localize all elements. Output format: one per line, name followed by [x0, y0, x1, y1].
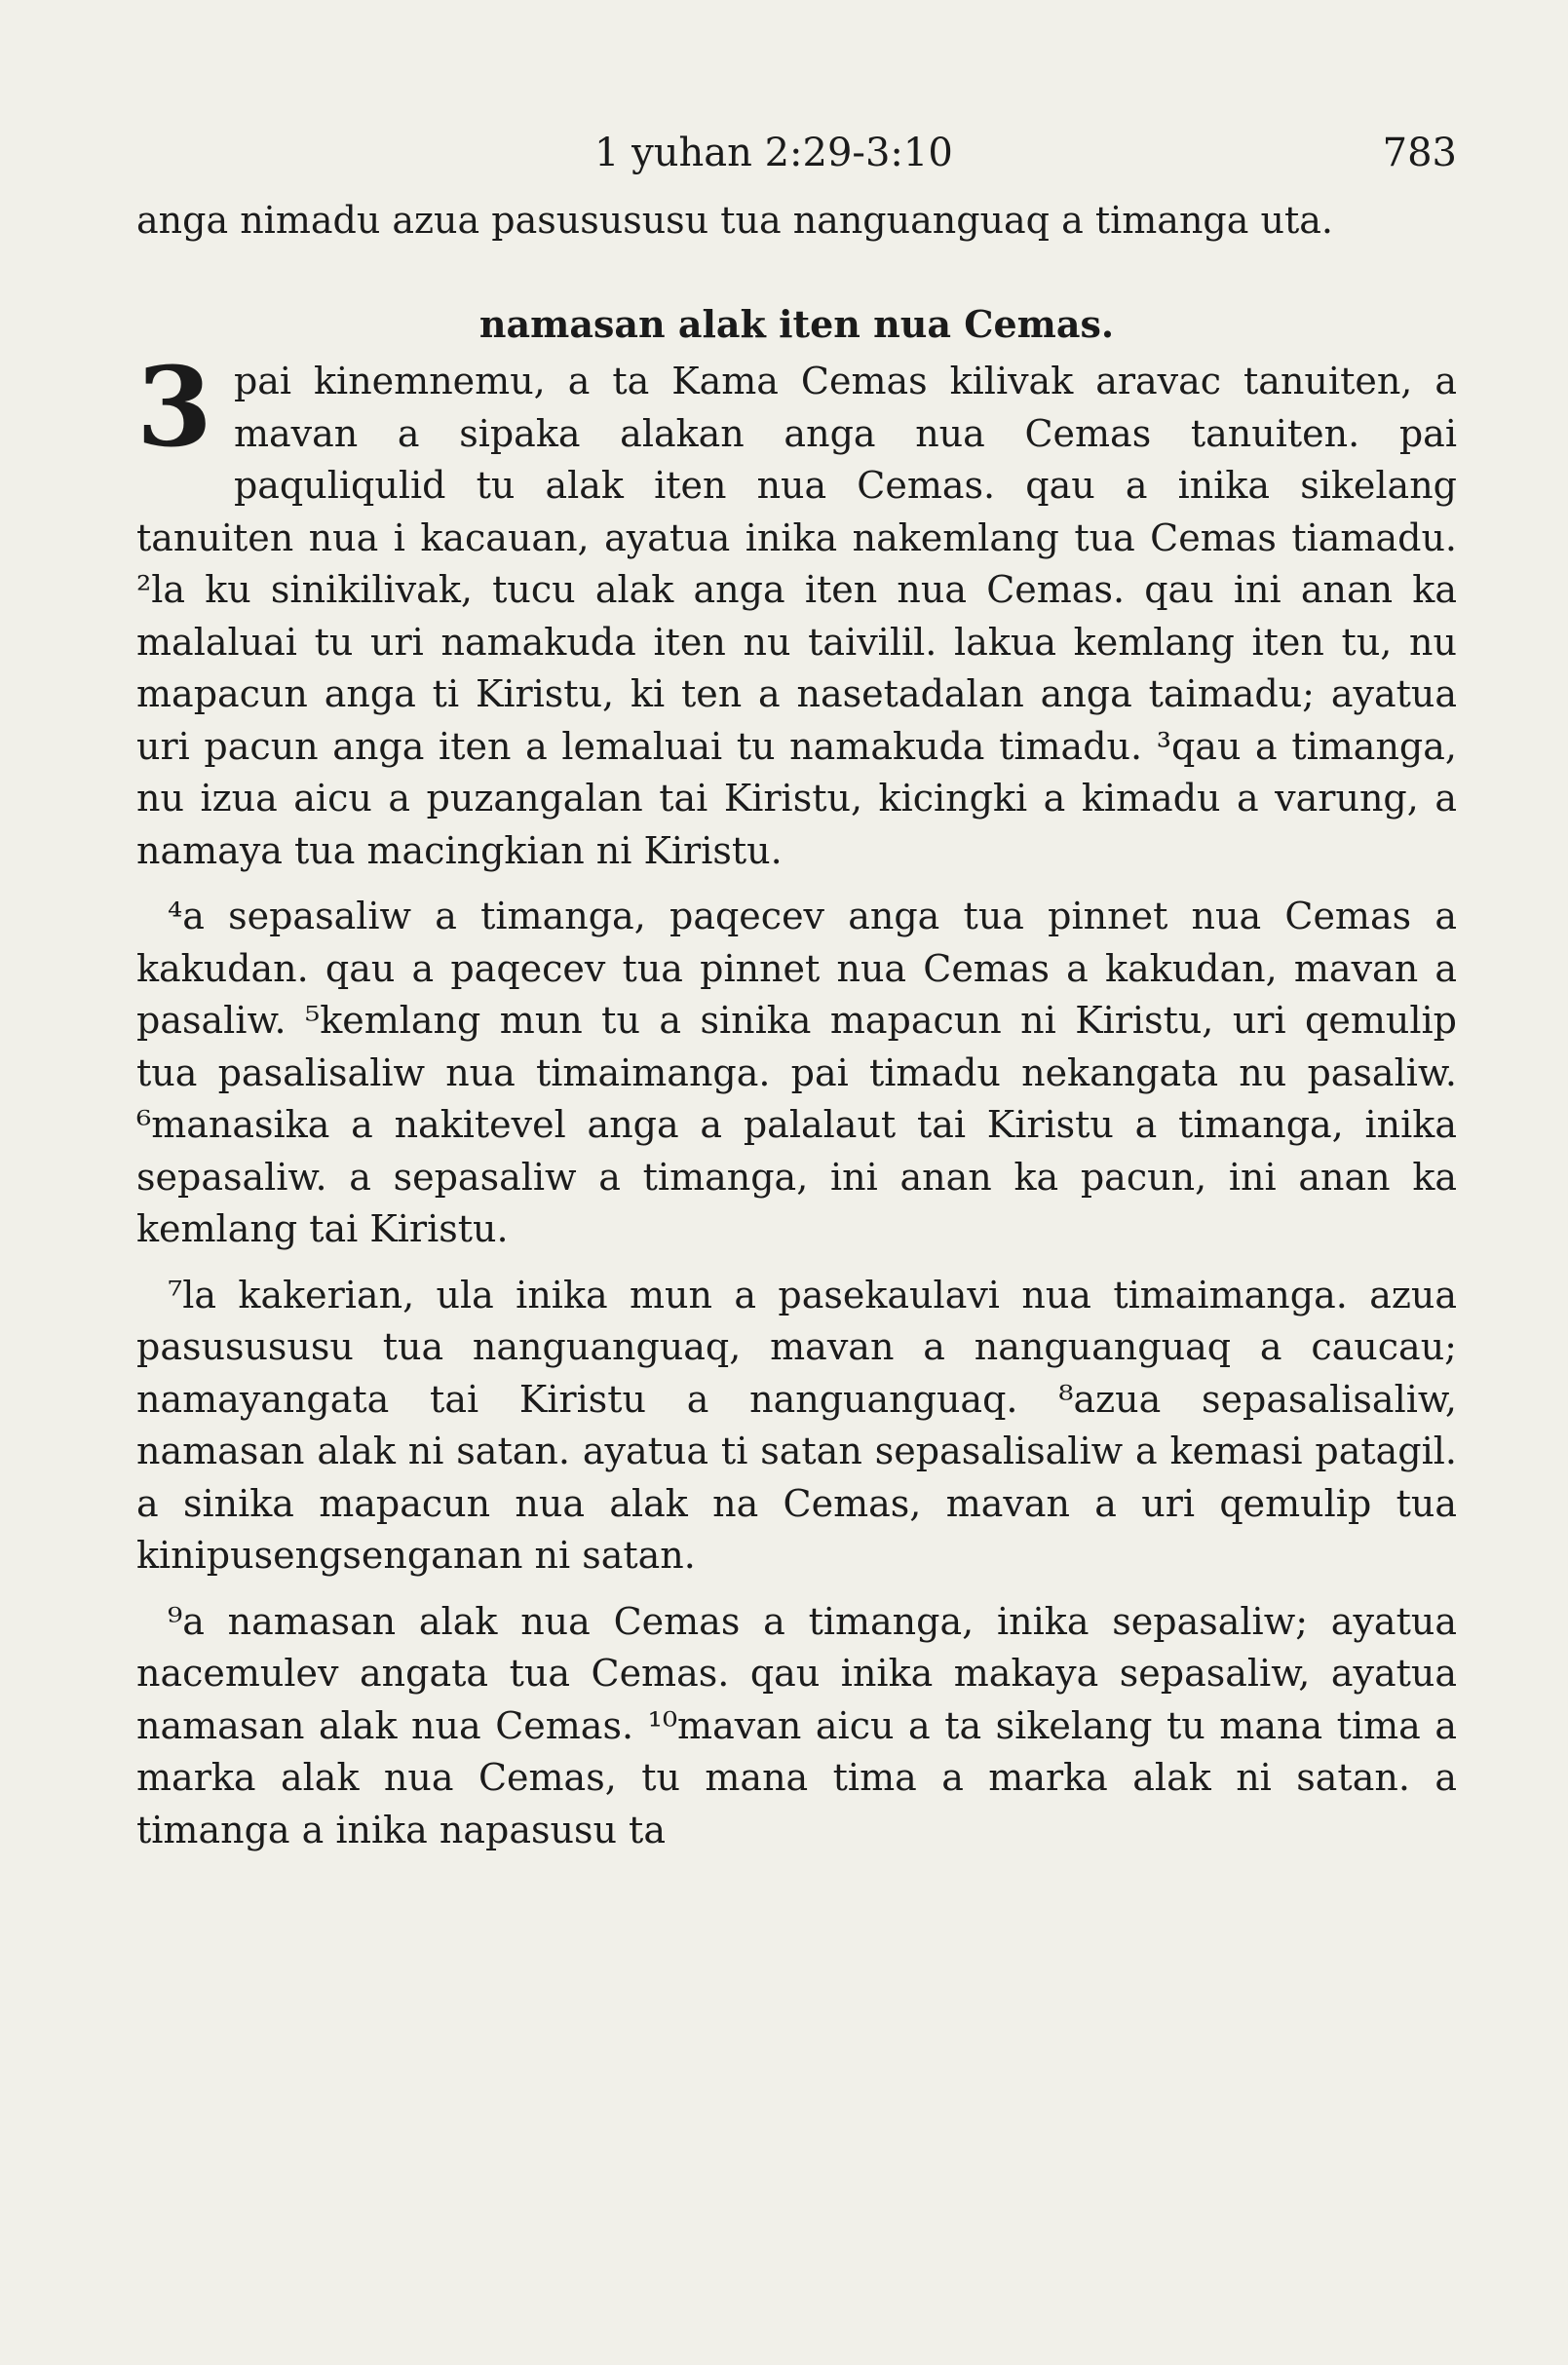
verse-paragraph-4: ⁹a namasan alak nua Cemas a timanga, inika sepasaliw; ayatua nacemulev angata tua Cemas. qau inika makaya sepasaliw, ayatua namasan alak nua Cemas. ¹⁰mavan aicu a ta sikelang tu mana tima a marka alak nua Cemas, tu mana tima a marka alak ni satan. a timanga a inika napasusu ta — [136, 1599, 1457, 1851]
chapter-block — [136, 344, 1457, 877]
section-heading: namasan alak iten nua Cemas. — [478, 301, 1115, 346]
carryover-paragraph — [136, 195, 1457, 248]
book-page — [136, 107, 1457, 1856]
running-head: 1 yuhan 2:29-3:10 — [594, 131, 953, 175]
verse-paragraph-2: ⁴a sepasaliw a timanga, paqecev anga tua pinnet nua Cemas a kakudan. qau a paqecev tua pinnet nua Cemas a kakudan, mavan a pasaliw. ⁵kemlang mun tu a sinika mapacun ni Kiristu, uri qemulip tua pasalisaliw nua timaimanga. pai timadu nekangata nu pasaliw. ⁶manasika a nakitevel anga a palalaut tai Kiristu a timanga, inika sepasaliw. a sepasaliw a timanga, ini anan ka pacun, ini anan ka kemlang tai Kiristu. — [136, 895, 1457, 1250]
verse-paragraph-3: ⁷la kakerian, ula inika mun a pasekaulavi nua timaimanga. azua pasusususu tua nanguanguaq, mavan a nanguanguaq a caucau; namayangata tai Kiristu a nanguanguaq. ⁸azua sepasalisaliw, namasan alak ni satan. ayatua ti satan sepasalisaliw a kemasi patagil. a sinika mapacun nua alak na Cemas, mavan a uri qemulip tua kinipusengsenganan ni satan. — [136, 1273, 1457, 1577]
page-number: 783 — [1382, 131, 1457, 175]
page-header — [136, 107, 1457, 195]
verse-paragraph-1: pai kinemnemu, a ta Kama Cemas kilivak aravac tanuiten, a mavan a sipaka alakan anga nua Cemas tanuiten. pai paquliqulid tu alak iten nua Cemas. qau a inika sikelang tanuiten nua i kacauan, ayatua inika nakemlang tua Cemas tiamadu. ²la ku sinikilivak, tucu alak anga iten nua Cemas. qau ini anan ka malaluai tu uri namakuda iten nu taivilil. lakua kemlang iten tu, nu mapacun anga ti Kiristu, ki ten a nasetadalan anga taimadu; ayatua uri pacun anga iten a lemaluai tu namakuda timadu. ³qau a timanga, nu izua aicu a puzangalan tai Kiristu, kicingki a kimadu a varung, a namaya tua macingkian ni Kiristu. — [136, 360, 1457, 872]
chapter-number: 3 — [136, 344, 212, 472]
carryover-text: anga nimadu azua pasusususu tua nanguanguaq a timanga uta. — [136, 199, 1333, 242]
